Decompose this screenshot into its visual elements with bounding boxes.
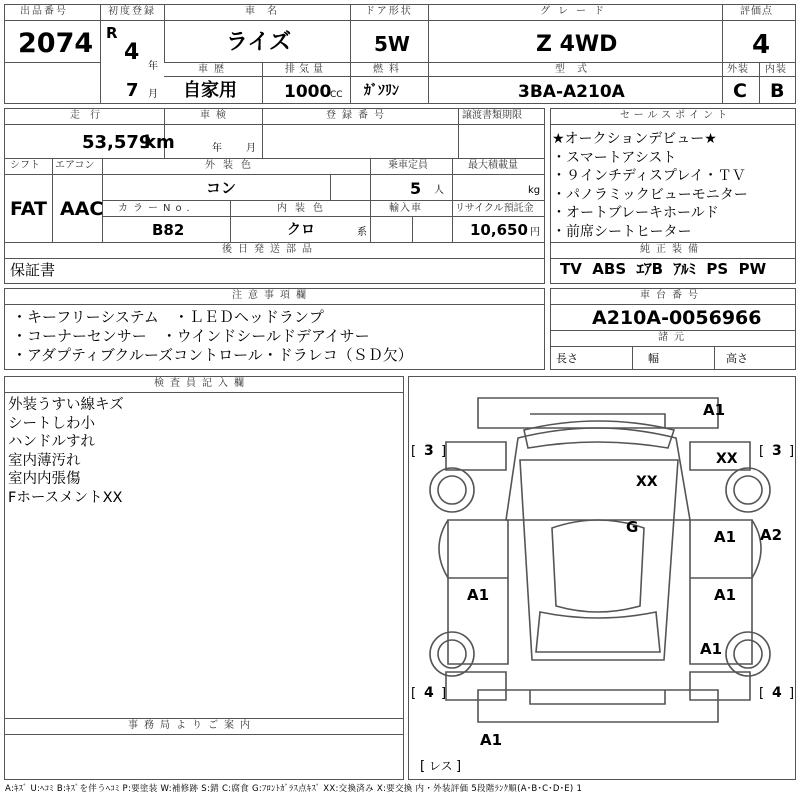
color-number-label: カラーNo. bbox=[118, 203, 195, 214]
recycle-unit: 円 bbox=[530, 227, 540, 238]
inspector-line: 外装うすい線キズ bbox=[8, 397, 124, 413]
sales-point: ・パノラミックビューモニター bbox=[552, 186, 748, 203]
inspection-month-unit: 月 bbox=[246, 143, 256, 154]
specs-label: 諸元 bbox=[658, 332, 690, 343]
interior-grade: B bbox=[770, 80, 785, 102]
shift-label: シフト bbox=[10, 160, 40, 171]
front-left-wheel-hub bbox=[438, 476, 466, 504]
chassis-number: A210A-0056966 bbox=[592, 307, 762, 329]
mark-hood: XX bbox=[636, 474, 658, 490]
inspector-comments-label: 検査員記入欄 bbox=[154, 378, 250, 389]
mark-right-rear-door: A1 bbox=[714, 586, 737, 604]
model-code: 3BA-A210A bbox=[518, 82, 625, 102]
mark-roof: G bbox=[626, 518, 639, 536]
shift: FAT bbox=[10, 198, 47, 220]
rear-right-wheel bbox=[726, 632, 770, 676]
sales-point: ★オークションデビュー★ bbox=[552, 131, 717, 147]
car-name: ライズ bbox=[226, 30, 292, 55]
mileage-label: 走行 bbox=[70, 110, 110, 121]
mark-front-right: XX bbox=[716, 451, 738, 467]
later-parts-label: 後日発送部品 bbox=[222, 244, 318, 255]
inspection-label: 車検 bbox=[200, 110, 232, 121]
tire-front-right-open: [ bbox=[759, 444, 765, 459]
exterior-grade-label: 外装 bbox=[727, 64, 749, 75]
exterior-color-label: 外装色 bbox=[205, 160, 259, 171]
mark-front-bumper: A1 bbox=[703, 401, 726, 419]
inspector-line: ハンドルすれ bbox=[8, 434, 95, 450]
front-right-wheel-hub bbox=[734, 476, 762, 504]
recycle-deposit: 10,650 bbox=[470, 221, 528, 239]
color-number: B82 bbox=[152, 221, 185, 239]
registration-year: 4 bbox=[124, 40, 140, 65]
tire-rear-right-close: ] bbox=[789, 686, 795, 701]
width-label: 幅 bbox=[648, 352, 659, 365]
sales-points-label: セールスポイント bbox=[620, 110, 732, 121]
later-parts: 保証書 bbox=[10, 261, 56, 279]
tire-front-right-close: ] bbox=[789, 444, 795, 459]
fuel: ｶﾞｿﾘﾝ bbox=[364, 83, 399, 99]
model-code-label: 型式 bbox=[555, 64, 599, 75]
grade-label: グレード bbox=[540, 6, 612, 17]
inspector-line: 室内薄汚れ bbox=[8, 452, 81, 469]
inspector-line: FホースメントXX bbox=[8, 489, 123, 506]
lot-number: 2074 bbox=[18, 28, 94, 59]
year-unit: 年 bbox=[148, 61, 158, 72]
length-label: 長さ bbox=[556, 352, 578, 365]
door-type: 5W bbox=[374, 32, 410, 56]
rear-glass-outline bbox=[536, 612, 660, 652]
overall-score: 4 bbox=[752, 30, 771, 60]
registration-month: 7 bbox=[126, 80, 139, 101]
mileage: 53,579 bbox=[82, 132, 152, 153]
interior-color-unit: 系 bbox=[357, 227, 367, 238]
car-history: 自家用 bbox=[183, 80, 237, 101]
transfer-deadline-label: 譲渡書類期限 bbox=[462, 110, 522, 121]
left-front-fender bbox=[446, 442, 506, 470]
displacement-label: 排気量 bbox=[285, 64, 327, 75]
inspector-line: シートしわ小 bbox=[8, 415, 95, 432]
tire-front-left-open: [ bbox=[411, 444, 417, 459]
interior-color-label: 内装色 bbox=[277, 203, 331, 214]
history-label: 車歴 bbox=[198, 64, 230, 75]
note-line: ・アダプティブクルーズコントロール・ドラレコ（ＳＤ欠） bbox=[12, 346, 413, 364]
sales-point: ・スマートアシスト bbox=[552, 149, 677, 166]
inspection-year-unit: 年 bbox=[212, 143, 222, 154]
tire-front-left-close: ] bbox=[441, 444, 447, 459]
front-right-wheel bbox=[726, 468, 770, 512]
mark-right-quarter: A1 bbox=[700, 640, 723, 658]
exterior-grade: C bbox=[733, 80, 747, 102]
inspector-line: 室内内張傷 bbox=[8, 471, 81, 487]
tire-rear-right: 4 bbox=[772, 685, 782, 701]
mark-rear-bumper: A1 bbox=[480, 731, 503, 749]
capacity-label: 乗車定員 bbox=[388, 160, 428, 171]
displacement: 1000 bbox=[284, 82, 332, 102]
chassis-number-label: 車台番号 bbox=[640, 290, 704, 301]
front-bumper-outline bbox=[478, 398, 718, 428]
interior-grade-label: 内装 bbox=[765, 64, 787, 75]
registration-era: R bbox=[106, 24, 118, 42]
tire-rear-left-open: [ bbox=[411, 686, 417, 701]
note-line: ・キーフリーシステム ・ＬＥＤヘッドランプ bbox=[12, 308, 324, 326]
capacity: 5 bbox=[410, 179, 422, 198]
registration-number-label: 登録番号 bbox=[326, 110, 390, 121]
lot-number-label: 出品番号 bbox=[20, 6, 68, 17]
height-label: 高さ bbox=[726, 352, 748, 365]
import-label: 輸入車 bbox=[389, 203, 422, 214]
first-registration-label: 初度登録 bbox=[108, 6, 156, 17]
capacity-unit: 人 bbox=[434, 185, 444, 196]
mark-right-front-door: A1 bbox=[714, 528, 737, 546]
sales-point: ・オートブレーキホールド bbox=[552, 205, 719, 221]
mileage-unit: km bbox=[144, 132, 175, 153]
sales-point: ・前席シートヒーター bbox=[552, 223, 692, 240]
office-notice-label: 事務局よりご案内 bbox=[128, 720, 256, 731]
tire-rear-left-close: ] bbox=[441, 686, 447, 701]
exterior-color: コン bbox=[206, 179, 237, 197]
grade: Z 4WD bbox=[536, 32, 618, 57]
car-name-label: 車名 bbox=[245, 6, 289, 17]
spare-open: [ bbox=[420, 759, 426, 774]
spare-tire: レス bbox=[429, 759, 453, 773]
fuel-label: 燃料 bbox=[373, 64, 405, 75]
door-type-label: ドア形状 bbox=[365, 6, 413, 17]
windshield-outline bbox=[524, 421, 674, 448]
rear-left-wheel bbox=[430, 632, 474, 676]
tire-rear-left: 4 bbox=[424, 685, 434, 701]
aircon: AAC bbox=[60, 198, 104, 220]
spare-close: ] bbox=[456, 759, 462, 774]
month-unit: 月 bbox=[148, 89, 158, 100]
max-load-label: 最大積載量 bbox=[468, 160, 518, 171]
tire-rear-right-open: [ bbox=[759, 686, 765, 701]
cabin-outline bbox=[520, 460, 678, 660]
note-line: ・コーナーセンサー ・ウインドシールドデアイサー bbox=[12, 327, 370, 345]
tire-front-left: 3 bbox=[424, 443, 434, 459]
right-rear-quarter bbox=[690, 672, 750, 700]
max-load-unit: kg bbox=[528, 185, 541, 196]
rear-bumper-outline bbox=[478, 690, 718, 722]
sales-point: ・９インチディスプレイ・ＴＶ bbox=[552, 168, 746, 184]
mark-left-rear-door: A1 bbox=[467, 586, 490, 604]
factory-equipment-label: 純正装備 bbox=[640, 244, 704, 255]
damage-legend: A:ｷｽﾞ U:ﾍｺﾐ B:ｷｽﾞを伴うﾍｺﾐ P:要塗装 W:補修跡 S:錆 C:腐食 G:ﾌﾛﾝﾄｶﾞﾗｽ点ｷｽﾞ XX:交換済み X:要交換 内・外装評価 5段階ﾗﾝｸ順(A･B･C･D･E) 1 bbox=[5, 784, 583, 794]
car-outline bbox=[430, 398, 770, 722]
interior-color: クロ bbox=[287, 222, 315, 238]
notes-label: 注意事項欄 bbox=[232, 290, 312, 301]
aircon-label: エアコン bbox=[55, 160, 95, 171]
factory-equipment: TV ABS ｴｱB ｱﾙﾐ PS PW bbox=[560, 260, 767, 278]
tire-front-right: 3 bbox=[772, 443, 782, 459]
score-label: 評価点 bbox=[740, 6, 773, 17]
displacement-unit: CC bbox=[330, 90, 343, 100]
recycle-deposit-label: リサイクル預託金 bbox=[455, 203, 534, 214]
mark-right-fender: A2 bbox=[760, 526, 783, 544]
front-left-wheel bbox=[430, 468, 474, 512]
